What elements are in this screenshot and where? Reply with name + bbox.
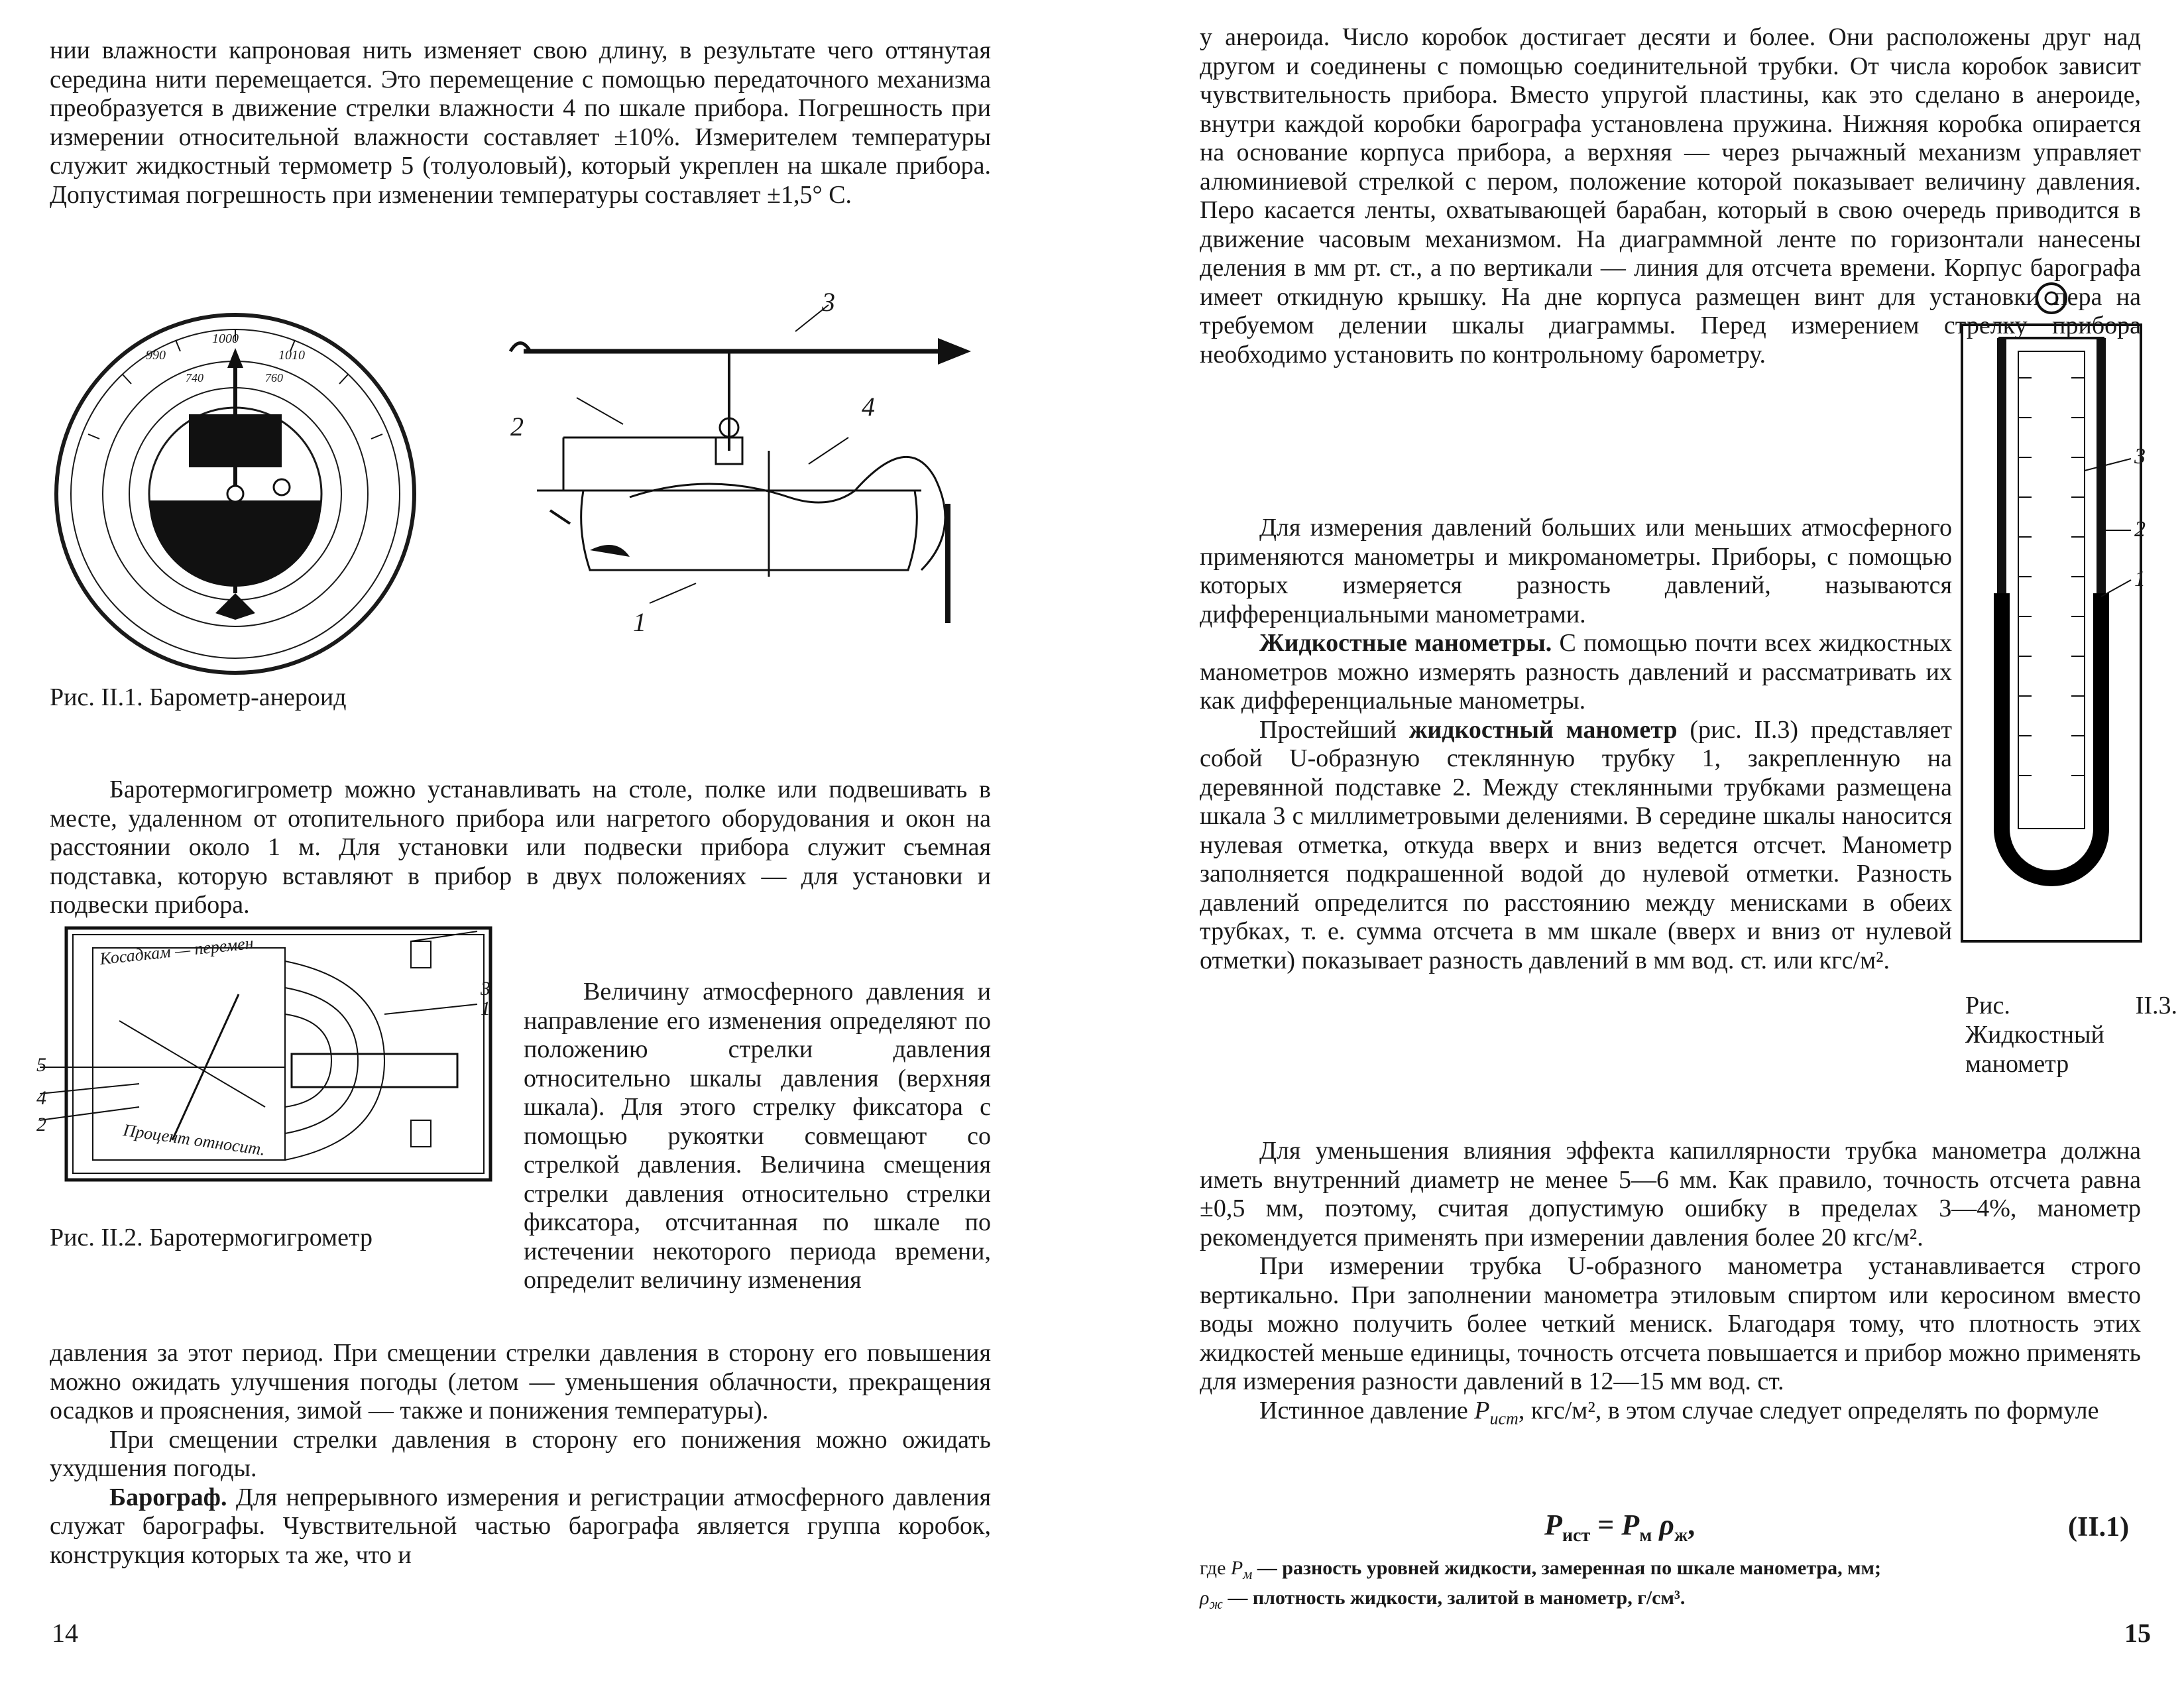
right-page [1127,0,2184,1683]
fig1-label-2: 2 [510,412,524,441]
right-measure-paragraphs: Для измерения давлений больших или меньших атмосферного применяются манометры и микроманометры. Приборы, с помощью которых измеряется разность давлений, называются дифференциальными манометрами. Жидкостные манометры. С помощью почти всех жидкостных манометров можно измерять разность давлений и рассматривать их как дифференциальные манометры. Простейший жидкостный манометр (рис. II.3) представляет собой U-образную стеклянную трубку 1, закрепленную на деревянной подставке 2. Между стеклянными трубками размещена шкала 3 с миллиметровыми делениями. В середине шкалы наносится нулевая отметка, откуда вверх и вниз ведется отсчет. Манометр заполняется подкрашенной водой до нулевой отметки. Разность давлений определится по расстоянию между менисками в обеих трубках, т. е. сумма отсчета в мм шкале (вверх и вниз от нулевой отметки) показывает разность давлений в мм вод. ст. или кгс/м². [1200,514,1953,974]
right-top-paragraph-wide: у анероида. Число коробок достигает десяти и более. Они расположены друг над другом и соединены с помощью соединительной трубки. От числа коробок зависит чувствительность прибора. Вместо упругой пластины, как это сделано в анероиде, внутри каждой коробки барографа установлена пружина. Нижняя коробка опирается на основание корпуса прибора, а верхняя — через рычажный механизм управляет алюминиевой стрелкой с пером, положение которой показывает величину давления. Перо касается ленты, охватывающей барабан, который в свою очередь приводится в движение часовым механизмом. На диаграммной ленте по горизонтали нанесены деления в мм рт. ст., а по вертикали — линия для отсчета времени. Корпус барографа имеет откидную крышку. На дне корпуса размещен винт для установки пера на требуемом делении шкалы диаграммы. Перед измерением стрелку прибора необходимо установить по контрольному барометру. [1200,23,2141,369]
left-barotherm-paragraph: Баротермогигрометр можно устанавливать на столе, полке или подвешивать в месте, удаленном от отопительного прибора или нагретого оборудования и окон на расстоянии около 1 м. Для установки или подвески прибора служит съемная подставка, которую вставляют в прибор в двух положениях — для установки и подвески прибора. [50,776,991,919]
fig2-label-4: 4 [36,1087,46,1109]
left-intro-paragraph: нии влажности капроновая нить изменяет свою длину, в результате чего оттянутая середина нити перемещается. Это перемещение с помощью передаточного механизма преобразуется в движение стрелки влажности 4 по шкале прибора. Погрешность при измерении относительной влажности составляет ±10%. Измерителем температуры служит жидкостный термометр 5 (толуоловый), который укреплен на шкале прибора. Допустимая погрешность при изменении температуры составляет ±1,5° С. [50,36,991,209]
fig2-label-5: 5 [36,1054,46,1076]
fig2-label-3: 3 [481,978,490,1000]
right-capillary-paragraphs: Для уменьшения влияния эффекта капиллярности трубка манометра должна иметь внутренний диаметр не менее 5—6 мм. Как правило, точность отсчета равна ±0,5 мм, поэтому, считая допустимую ошибку в пределах 3—4%, манометр рекомендуется применять при измерении давления более 20 кгс/м². При измерении трубка U-образного манометра устанавливается строго вертикально. При заполнении манометра этиловым спиртом или керосином вместо воды можно получить более четкий мениск. Благодаря тому, что плотность этих жидкостей меньше единицы, точность отсчета повышается и прибор можно применять для измерения разности давлений в 12—15 мм вод. ст. Истинное давление $P_{ист}$, кгс/м², в этом случае следует определять по формуле [1200,1137,2141,1428]
page-number-right: 15 [2124,1618,2151,1648]
fig1-label-3: 3 [822,287,835,317]
barograph-term: Барограф. [109,1483,227,1511]
formula-note-1: где $P_м$ — разность уровней жидкости, замеренная по шкале манометра, мм; [1200,1557,1881,1582]
aneroid-dial-scale [99,331,378,398]
left-weather-paragraphs: давления за этот период. При смещении стрелки давления в сторону его повышения можно ожидать улучшения погоды (летом — уменьшения облачности, прекращения осадков и прояснения, зимой — также и понижения температуры). При смещении стрелки давления в сторону его понижения можно ожидать ухудшения погоды. Барограф. Для непрерывного измерения и регистрации атмосферного давления служат барографы. Чувствительной частью барографа является группа коробок, конструкция которых та же, что и [50,1339,992,1569]
fig3-label-3: 3 [2134,444,2146,469]
dial-tick: 740 [186,371,203,384]
left-pressure-paragraph: Величину атмосферного давления и направление его изменения определяют по положению стрелки давления относительно шкалы давления (верхняя шкала). Для этого стрелку фиксатора с помощью рукоятки совмещают со стрелкой давления. Величина смещения стрелки давления относительно стрелки фиксатора, отсчитанная по шкале по истечении некоторого периода времени, определит величину изменения [524,978,991,1294]
u-tube-manometer-figure [1952,278,2151,948]
formula-II-1: $P_{ист} = P_м$ $\rho_ж$, [1544,1509,1695,1546]
left-page [0,0,1074,1683]
fig2-caption: Рис. II.2. Баротермогигрометр [50,1224,373,1251]
simple-manometer-term: жидкостный манометр [1408,715,1678,744]
fig2-top-scale-label: Косадкам — перемен [99,933,255,969]
dial-tick: 760 [265,371,283,384]
fig3-caption: Рис. II.3. Жидкостный манометр [1965,992,2177,1078]
fig3-label-2: 2 [2134,517,2146,542]
page-number-left: 14 [52,1618,78,1648]
dial-tick: 990 [146,348,166,363]
dial-tick: 1010 [278,348,305,363]
dial-tick: 1000 [212,331,239,346]
liquid-manometers-term: Жидкостные манометры. [1259,629,1552,657]
formula-note-2: $\rho_ж$ — плотность жидкости, залитой в манометр, г/см³. [1200,1587,1686,1612]
fig2-label-2: 2 [36,1114,46,1135]
fig1-label-1: 1 [633,607,646,637]
fig2-label-1: 1 [481,998,490,1019]
fig2-bottom-scale-label: Процент относит. [122,1120,266,1159]
fig3-label-1: 1 [2134,567,2146,591]
aneroid-mechanism-figure [497,292,1014,623]
equation-number: (II.1) [2068,1512,2130,1542]
fig1-label-4: 4 [862,392,875,422]
fig1-caption: Рис. II.1. Барометр-анероид [50,683,347,711]
